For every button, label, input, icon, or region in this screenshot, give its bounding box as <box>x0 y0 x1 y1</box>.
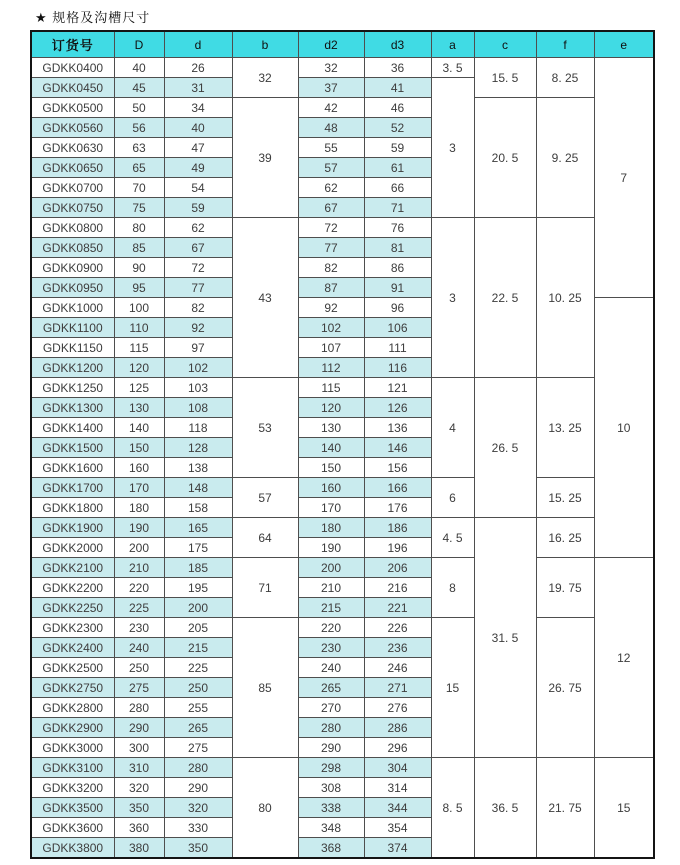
value-cell-D: 90 <box>114 258 164 278</box>
value-cell-d: 97 <box>164 338 232 358</box>
value-cell-d3: 121 <box>364 378 431 398</box>
value-cell-d3: 226 <box>364 618 431 638</box>
value-cell-d3: 344 <box>364 798 431 818</box>
value-cell-d: 290 <box>164 778 232 798</box>
merged-value-cell-a: 6 <box>431 478 474 518</box>
value-cell-d: 255 <box>164 698 232 718</box>
value-cell-d3: 136 <box>364 418 431 438</box>
value-cell-d2: 120 <box>298 398 364 418</box>
value-cell-d2: 32 <box>298 58 364 78</box>
merged-value-cell-f: 19. 75 <box>536 558 594 618</box>
value-cell-d: 67 <box>164 238 232 258</box>
value-cell-d2: 298 <box>298 758 364 778</box>
order-no-cell: GDKK0650 <box>31 158 114 178</box>
merged-value-cell-b: 80 <box>232 758 298 859</box>
value-cell-d2: 338 <box>298 798 364 818</box>
value-cell-d3: 76 <box>364 218 431 238</box>
value-cell-D: 180 <box>114 498 164 518</box>
merged-value-cell-b: 39 <box>232 98 298 218</box>
order-no-cell: GDKK1300 <box>31 398 114 418</box>
value-cell-d3: 81 <box>364 238 431 258</box>
value-cell-D: 80 <box>114 218 164 238</box>
value-cell-d3: 66 <box>364 178 431 198</box>
col-header-d3: d3 <box>364 31 431 58</box>
order-no-cell: GDKK0900 <box>31 258 114 278</box>
value-cell-D: 300 <box>114 738 164 758</box>
merged-value-cell-c: 31. 5 <box>474 518 536 758</box>
order-no-cell: GDKK1800 <box>31 498 114 518</box>
value-cell-d3: 176 <box>364 498 431 518</box>
value-cell-D: 290 <box>114 718 164 738</box>
value-cell-d2: 42 <box>298 98 364 118</box>
value-cell-d3: 206 <box>364 558 431 578</box>
order-no-cell: GDKK1250 <box>31 378 114 398</box>
value-cell-D: 40 <box>114 58 164 78</box>
value-cell-D: 63 <box>114 138 164 158</box>
merged-value-cell-a: 3 <box>431 218 474 378</box>
value-cell-d3: 216 <box>364 578 431 598</box>
value-cell-d3: 71 <box>364 198 431 218</box>
value-cell-d: 148 <box>164 478 232 498</box>
value-cell-d3: 286 <box>364 718 431 738</box>
value-cell-D: 160 <box>114 458 164 478</box>
value-cell-d2: 215 <box>298 598 364 618</box>
col-header-a: a <box>431 31 474 58</box>
value-cell-d3: 374 <box>364 838 431 859</box>
merged-value-cell-a: 8. 5 <box>431 758 474 859</box>
merged-value-cell-b: 85 <box>232 618 298 758</box>
order-no-cell: GDKK1600 <box>31 458 114 478</box>
value-cell-d: 59 <box>164 198 232 218</box>
value-cell-d: 40 <box>164 118 232 138</box>
value-cell-d: 275 <box>164 738 232 758</box>
value-cell-d2: 230 <box>298 638 364 658</box>
value-cell-d2: 87 <box>298 278 364 298</box>
order-no-cell: GDKK1000 <box>31 298 114 318</box>
value-cell-d3: 296 <box>364 738 431 758</box>
merged-value-cell-b: 57 <box>232 478 298 518</box>
value-cell-d2: 308 <box>298 778 364 798</box>
merged-value-cell-a: 4. 5 <box>431 518 474 558</box>
merged-value-cell-f: 15. 25 <box>536 478 594 518</box>
merged-value-cell-f: 13. 25 <box>536 378 594 478</box>
value-cell-d2: 67 <box>298 198 364 218</box>
order-no-cell: GDKK1500 <box>31 438 114 458</box>
value-cell-D: 50 <box>114 98 164 118</box>
value-cell-d3: 126 <box>364 398 431 418</box>
value-cell-d3: 36 <box>364 58 431 78</box>
merged-value-cell-b: 32 <box>232 58 298 98</box>
order-no-cell: GDKK2250 <box>31 598 114 618</box>
merged-value-cell-c: 22. 5 <box>474 218 536 378</box>
order-no-cell: GDKK1100 <box>31 318 114 338</box>
col-header-c: c <box>474 31 536 58</box>
value-cell-d: 92 <box>164 318 232 338</box>
value-cell-d2: 55 <box>298 138 364 158</box>
order-no-cell: GDKK3500 <box>31 798 114 818</box>
value-cell-d3: 111 <box>364 338 431 358</box>
value-cell-D: 110 <box>114 318 164 338</box>
value-cell-D: 125 <box>114 378 164 398</box>
value-cell-D: 70 <box>114 178 164 198</box>
value-cell-d2: 82 <box>298 258 364 278</box>
order-no-cell: GDKK0450 <box>31 78 114 98</box>
order-no-cell: GDKK1900 <box>31 518 114 538</box>
value-cell-d: 330 <box>164 818 232 838</box>
value-cell-d: 118 <box>164 418 232 438</box>
merged-value-cell-e: 12 <box>594 558 654 758</box>
order-no-cell: GDKK1150 <box>31 338 114 358</box>
value-cell-d: 54 <box>164 178 232 198</box>
value-cell-d: 185 <box>164 558 232 578</box>
value-cell-d2: 57 <box>298 158 364 178</box>
order-no-cell: GDKK2300 <box>31 618 114 638</box>
value-cell-d2: 270 <box>298 698 364 718</box>
merged-value-cell-a: 3 <box>431 78 474 218</box>
value-cell-d2: 130 <box>298 418 364 438</box>
value-cell-d3: 91 <box>364 278 431 298</box>
value-cell-d2: 72 <box>298 218 364 238</box>
value-cell-d: 62 <box>164 218 232 238</box>
merged-value-cell-a: 15 <box>431 618 474 758</box>
order-no-cell: GDKK0630 <box>31 138 114 158</box>
value-cell-d: 165 <box>164 518 232 538</box>
value-cell-d: 175 <box>164 538 232 558</box>
order-no-cell: GDKK2800 <box>31 698 114 718</box>
table-row <box>31 758 654 778</box>
value-cell-d: 108 <box>164 398 232 418</box>
order-no-cell: GDKK0800 <box>31 218 114 238</box>
value-cell-D: 240 <box>114 638 164 658</box>
value-cell-D: 56 <box>114 118 164 138</box>
value-cell-d: 280 <box>164 758 232 778</box>
value-cell-d3: 116 <box>364 358 431 378</box>
value-cell-D: 170 <box>114 478 164 498</box>
value-cell-d2: 92 <box>298 298 364 318</box>
value-cell-d: 138 <box>164 458 232 478</box>
order-no-cell: GDKK0500 <box>31 98 114 118</box>
value-cell-d2: 160 <box>298 478 364 498</box>
table-row <box>31 98 654 118</box>
order-no-cell: GDKK2000 <box>31 538 114 558</box>
value-cell-d: 31 <box>164 78 232 98</box>
merged-value-cell-f: 26. 75 <box>536 618 594 758</box>
value-cell-D: 280 <box>114 698 164 718</box>
value-cell-D: 45 <box>114 78 164 98</box>
header-row <box>31 31 654 58</box>
value-cell-d2: 77 <box>298 238 364 258</box>
order-no-cell: GDKK3600 <box>31 818 114 838</box>
value-cell-d3: 106 <box>364 318 431 338</box>
value-cell-D: 225 <box>114 598 164 618</box>
merged-value-cell-c: 26. 5 <box>474 378 536 518</box>
merged-value-cell-a: 8 <box>431 558 474 618</box>
value-cell-d2: 348 <box>298 818 364 838</box>
table-row <box>31 618 654 638</box>
value-cell-d: 72 <box>164 258 232 278</box>
value-cell-d2: 112 <box>298 358 364 378</box>
order-no-cell: GDKK2200 <box>31 578 114 598</box>
value-cell-d2: 210 <box>298 578 364 598</box>
table-row <box>31 58 654 78</box>
merged-value-cell-e: 15 <box>594 758 654 859</box>
order-no-cell: GDKK0950 <box>31 278 114 298</box>
value-cell-D: 380 <box>114 838 164 859</box>
value-cell-d: 49 <box>164 158 232 178</box>
value-cell-d: 34 <box>164 98 232 118</box>
col-header-f: f <box>536 31 594 58</box>
value-cell-d2: 280 <box>298 718 364 738</box>
value-cell-d2: 290 <box>298 738 364 758</box>
value-cell-d3: 276 <box>364 698 431 718</box>
page-title: ★ 规格及沟槽尺寸 <box>35 10 151 25</box>
value-cell-D: 130 <box>114 398 164 418</box>
value-cell-d: 350 <box>164 838 232 859</box>
value-cell-d: 265 <box>164 718 232 738</box>
value-cell-d2: 220 <box>298 618 364 638</box>
value-cell-d3: 196 <box>364 538 431 558</box>
value-cell-D: 200 <box>114 538 164 558</box>
col-header-D: D <box>114 31 164 58</box>
value-cell-D: 275 <box>114 678 164 698</box>
value-cell-d3: 96 <box>364 298 431 318</box>
order-no-cell: GDKK1400 <box>31 418 114 438</box>
value-cell-d: 320 <box>164 798 232 818</box>
value-cell-d: 215 <box>164 638 232 658</box>
value-cell-d2: 200 <box>298 558 364 578</box>
value-cell-D: 85 <box>114 238 164 258</box>
value-cell-d2: 180 <box>298 518 364 538</box>
order-no-cell: GDKK0750 <box>31 198 114 218</box>
value-cell-d2: 115 <box>298 378 364 398</box>
value-cell-D: 100 <box>114 298 164 318</box>
value-cell-D: 210 <box>114 558 164 578</box>
order-no-cell: GDKK2100 <box>31 558 114 578</box>
order-no-cell: GDKK2400 <box>31 638 114 658</box>
value-cell-d3: 271 <box>364 678 431 698</box>
value-cell-D: 310 <box>114 758 164 778</box>
order-no-cell: GDKK1200 <box>31 358 114 378</box>
order-no-cell: GDKK3100 <box>31 758 114 778</box>
merged-value-cell-c: 15. 5 <box>474 58 536 98</box>
value-cell-D: 250 <box>114 658 164 678</box>
value-cell-d3: 354 <box>364 818 431 838</box>
value-cell-d3: 186 <box>364 518 431 538</box>
value-cell-d: 102 <box>164 358 232 378</box>
value-cell-d2: 170 <box>298 498 364 518</box>
value-cell-d: 47 <box>164 138 232 158</box>
value-cell-d: 158 <box>164 498 232 518</box>
value-cell-d3: 52 <box>364 118 431 138</box>
value-cell-D: 95 <box>114 278 164 298</box>
col-header-e: e <box>594 31 654 58</box>
order-no-cell: GDKK2500 <box>31 658 114 678</box>
order-no-cell: GDKK2750 <box>31 678 114 698</box>
value-cell-d2: 48 <box>298 118 364 138</box>
value-cell-d3: 166 <box>364 478 431 498</box>
value-cell-d2: 140 <box>298 438 364 458</box>
value-cell-d: 250 <box>164 678 232 698</box>
spec-table <box>30 30 655 859</box>
value-cell-d2: 37 <box>298 78 364 98</box>
value-cell-d2: 150 <box>298 458 364 478</box>
value-cell-d: 195 <box>164 578 232 598</box>
value-cell-D: 75 <box>114 198 164 218</box>
merged-value-cell-c: 36. 5 <box>474 758 536 859</box>
value-cell-d: 26 <box>164 58 232 78</box>
value-cell-D: 65 <box>114 158 164 178</box>
value-cell-D: 360 <box>114 818 164 838</box>
value-cell-d3: 304 <box>364 758 431 778</box>
merged-value-cell-f: 9. 25 <box>536 98 594 218</box>
value-cell-D: 115 <box>114 338 164 358</box>
order-no-cell: GDKK0400 <box>31 58 114 78</box>
col-header-d2: d2 <box>298 31 364 58</box>
value-cell-d3: 86 <box>364 258 431 278</box>
table-row <box>31 478 654 498</box>
value-cell-D: 140 <box>114 418 164 438</box>
order-no-cell: GDKK0700 <box>31 178 114 198</box>
value-cell-d: 103 <box>164 378 232 398</box>
merged-value-cell-a: 4 <box>431 378 474 478</box>
value-cell-d3: 41 <box>364 78 431 98</box>
value-cell-d2: 62 <box>298 178 364 198</box>
value-cell-D: 320 <box>114 778 164 798</box>
value-cell-d3: 46 <box>364 98 431 118</box>
value-cell-d3: 156 <box>364 458 431 478</box>
col-header-d: d <box>164 31 232 58</box>
value-cell-d2: 265 <box>298 678 364 698</box>
table-row <box>31 518 654 538</box>
order-no-cell: GDKK3000 <box>31 738 114 758</box>
value-cell-D: 120 <box>114 358 164 378</box>
order-no-cell: GDKK1700 <box>31 478 114 498</box>
merged-value-cell-f: 10. 25 <box>536 218 594 378</box>
value-cell-d: 82 <box>164 298 232 318</box>
col-header-order-no: 订货号 <box>31 31 114 58</box>
value-cell-d2: 102 <box>298 318 364 338</box>
merged-value-cell-b: 64 <box>232 518 298 558</box>
merged-value-cell-b: 71 <box>232 558 298 618</box>
table-row <box>31 558 654 578</box>
table-body <box>31 58 654 859</box>
value-cell-d3: 246 <box>364 658 431 678</box>
col-header-b: b <box>232 31 298 58</box>
merged-value-cell-f: 21. 75 <box>536 758 594 859</box>
order-no-cell: GDKK0560 <box>31 118 114 138</box>
value-cell-d2: 368 <box>298 838 364 859</box>
merged-value-cell-c: 20. 5 <box>474 98 536 218</box>
value-cell-d2: 107 <box>298 338 364 358</box>
value-cell-d2: 190 <box>298 538 364 558</box>
value-cell-D: 350 <box>114 798 164 818</box>
order-no-cell: GDKK3800 <box>31 838 114 859</box>
order-no-cell: GDKK3200 <box>31 778 114 798</box>
merged-value-cell-f: 8. 25 <box>536 58 594 98</box>
value-cell-D: 190 <box>114 518 164 538</box>
value-cell-d: 225 <box>164 658 232 678</box>
merged-value-cell-a: 3. 5 <box>431 58 474 78</box>
merged-value-cell-e: 10 <box>594 298 654 558</box>
order-no-cell: GDKK0850 <box>31 238 114 258</box>
table-row <box>31 218 654 238</box>
table-row <box>31 378 654 398</box>
value-cell-D: 150 <box>114 438 164 458</box>
value-cell-d: 77 <box>164 278 232 298</box>
value-cell-d3: 236 <box>364 638 431 658</box>
value-cell-d3: 314 <box>364 778 431 798</box>
value-cell-d: 200 <box>164 598 232 618</box>
value-cell-d: 205 <box>164 618 232 638</box>
value-cell-d2: 240 <box>298 658 364 678</box>
value-cell-d: 128 <box>164 438 232 458</box>
value-cell-D: 230 <box>114 618 164 638</box>
merged-value-cell-e: 7 <box>594 58 654 298</box>
value-cell-d3: 221 <box>364 598 431 618</box>
value-cell-d3: 61 <box>364 158 431 178</box>
value-cell-d3: 59 <box>364 138 431 158</box>
merged-value-cell-b: 43 <box>232 218 298 378</box>
value-cell-d3: 146 <box>364 438 431 458</box>
merged-value-cell-f: 16. 25 <box>536 518 594 558</box>
value-cell-D: 220 <box>114 578 164 598</box>
merged-value-cell-b: 53 <box>232 378 298 478</box>
order-no-cell: GDKK2900 <box>31 718 114 738</box>
